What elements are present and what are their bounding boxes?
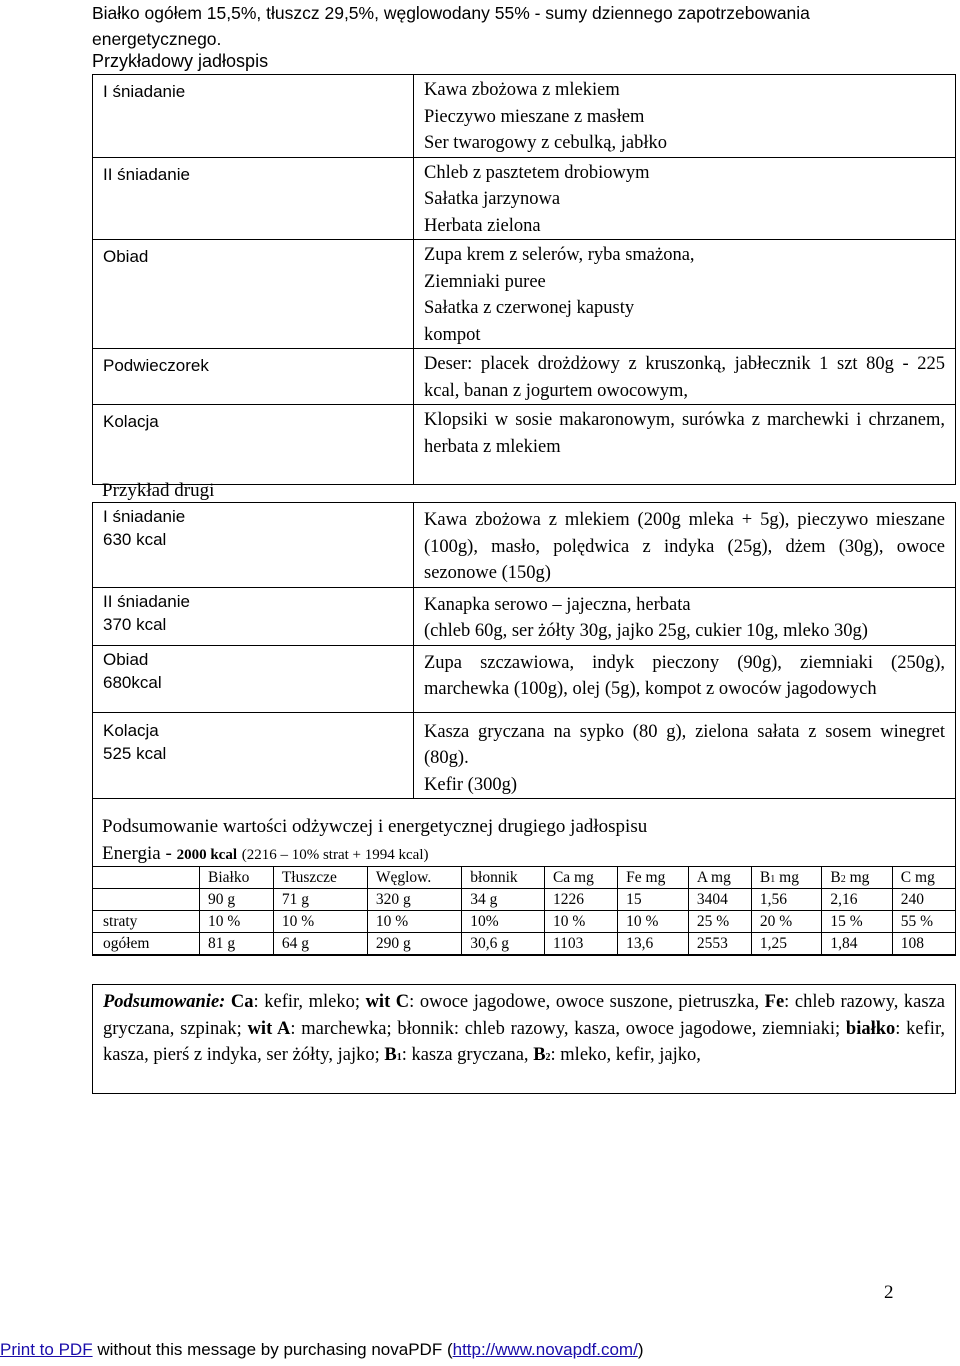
meal-item: Zupa krem z selerów, ryba smażona, [424,245,695,265]
meal-name: Kolacja [103,720,159,740]
table-cell: 15 [618,889,689,911]
meal-items [414,645,956,712]
footer-text: without this message by purchasing novaPDF ( [92,1340,453,1359]
meal-item: Herbata zielona [424,215,541,236]
column-header: B1 mg [751,867,821,889]
vitamin-a-sources: : marchewka; błonnik: chleb razowy, kasza, owoce jagodowe, ziemniaki; [290,1018,846,1039]
vitamin-b1-label: B1 [384,1045,402,1065]
meal-name: Obiad [93,240,414,349]
table-cell: 34 g [462,889,545,911]
vitamin-b2-sources: : mleko, kefir, jajko, [550,1045,701,1065]
calcium-label: Ca [230,992,254,1012]
meal-kcal: 630 kcal [103,530,167,549]
meal-cell [93,503,414,588]
meal-item: Kasza gryczana na sypko (80 g), zielona sałata z sosem winegret (80g). [424,721,945,768]
table-cell: 10 % [544,911,617,933]
table-row [93,405,956,485]
table-cell: 10 % [273,911,367,933]
column-header: Tłuszcze [273,867,367,889]
calcium-sources: : kefir, mleko; [253,992,366,1012]
table-cell: 2,16 [822,889,892,911]
table-cell: 55 % [892,911,955,933]
table-cell: 64 g [273,933,367,955]
table-row [93,645,956,712]
table-cell: 30,6 g [462,933,545,955]
meal-item: Chleb z pasztetem drobiowym [424,162,650,183]
column-header: B2 mg [822,867,892,889]
table-cell: 13,6 [618,933,689,955]
row-label: ogółem [93,933,200,955]
meal-kcal: 370 kcal [103,614,167,634]
meal-items [414,157,956,240]
vitamin-b1-sources: : kasza gryczana, [401,1045,534,1065]
conclusion-box [92,984,956,1094]
meal-items [414,503,956,588]
column-header: Białko [200,867,274,889]
meal-kcal: 525 kcal [103,743,167,763]
table-row [93,75,956,158]
meal-item: Deser: placek drożdżowy z kruszonką, jabłecznik 1 szt 80g - 225 kcal, banan z jogurtem owocowym, [424,354,945,401]
column-header: A mg [688,867,751,889]
iron-label: Fe [764,992,785,1012]
energy-line [102,841,429,868]
table-cell: 1,84 [822,933,892,955]
row-label [93,889,200,911]
table-cell: 10 % [367,911,461,933]
plan1-title: Przykładowy jadłospis [92,51,269,71]
vitamin-c-label: wit C [365,992,410,1012]
meal-cell [93,645,414,712]
meal-item: Ser twarogowy z cebulką, jabłko [424,133,667,153]
table-row [93,587,956,645]
meal-name: I śniadanie [103,507,186,526]
meal-item: Kawa zbożowa z mlekiem [424,80,620,100]
table-row [93,349,956,405]
table-cell: 290 g [367,933,461,955]
meal-item: Kawa zbożowa z mlekiem (200g mleka + 5g), pieczywo mieszane (100g), masło, polędwica z indyka (25g), dżem (30g), owoce sezonowe (150g) [424,510,945,583]
meal-item: Sałatka z czerwonej kapusty [424,298,635,318]
table-cell: 10 % [200,911,274,933]
protein-label: białko [845,1018,896,1039]
table-row [93,240,956,349]
plan2-title: Przykład drugi [102,480,215,501]
intro-paragraph: Białko ogółem 15,5%, tłuszcz 29,5%, węglowodany 55% - sumy dziennego zapotrzebowania energetycznego. [92,3,810,49]
meal-items [414,75,956,158]
row-label: straty [93,911,200,933]
table-cell: 25 % [688,911,751,933]
protein-sources: : kefir, kasza, pierś z indyka, ser żółty, jajko; [103,1018,945,1065]
page-number: 2 [884,1282,894,1303]
table-cell: 71 g [273,889,367,911]
meal-name: I śniadanie [93,75,414,158]
meal-item: Zupa szczawiowa, indyk pieczony (90g), ziemniaki (250g), marchewka (100g), olej (5g), kompot z owoców jagodowych [424,652,945,699]
footer-text-end: ) [637,1340,644,1359]
meal-name: II śniadanie [93,157,414,240]
table-cell: 20 % [751,911,821,933]
table-cell: 320 g [367,889,461,911]
meal-kcal: 680kcal [103,672,162,692]
meal-cell [93,712,414,799]
meal-items [414,349,956,405]
table-cell: 240 [892,889,955,911]
meal-items [414,587,956,645]
vitamin-c-sources: : owoce jagodowe, owoce suszone, pietruszka, [409,992,760,1012]
meal-item: Ziemniaki puree [424,271,546,292]
meal-name: Kolacja [93,405,414,485]
table-cell: 15 % [822,911,892,933]
nutrition-table [92,866,956,955]
table-cell: 1103 [544,933,617,955]
energy-note: (2216 – 10% strat + 1994 kcal) [241,847,429,863]
table-row [93,712,956,799]
table-cell: 10% [462,911,545,933]
meal-name: Obiad [103,649,149,669]
energy-label: Energia - [102,843,177,864]
table-row [93,889,956,911]
table-cell: 81 g [200,933,274,955]
meal-items [414,712,956,799]
meal-name: Podwieczorek [93,349,414,405]
table-cell: 1226 [544,889,617,911]
table-row [93,911,956,933]
table-cell: 108 [892,933,955,955]
meal-item: Klopsiki w sosie makaronowym, surówka z marchewki i chrzanem, herbata z mlekiem [424,410,945,457]
column-header: Ca mg [544,867,617,889]
table-header-row [93,867,956,889]
meal-item: Kanapka serowo – jajeczna, herbata [424,594,691,615]
meal-item: kompot [424,324,481,345]
vitamin-a-label: wit A [247,1018,291,1039]
iron-sources: : chleb razowy, kasza gryczana, szpinak; [103,992,946,1039]
column-header: błonnik [462,867,545,889]
conclusion-heading: Podsumowanie: [103,992,226,1012]
meal-items [414,405,956,485]
table-cell: 2553 [688,933,751,955]
table-row [93,157,956,240]
meal-item: Pieczywo mieszane z masłem [424,106,645,127]
vitamin-b2-label: B2 [533,1045,551,1065]
table-cell: 3404 [688,889,751,911]
table-cell: 1,25 [751,933,821,955]
summary-title: Podsumowanie wartości odżywczej i energetycznej drugiego jadłospisu [102,816,648,837]
print-to-pdf-link[interactable]: Print to PDF [0,1340,93,1359]
table-row [93,503,956,588]
column-header: Fe mg [618,867,689,889]
table-corner-cell [93,867,200,889]
meal-name: II śniadanie [103,591,190,611]
table-cell: 90 g [200,889,274,911]
meal-items [414,240,956,349]
footer-watermark [0,1340,643,1360]
meal-item: (chleb 60g, ser żółty 30g, jajko 25g, cukier 10g, mleko 30g) [424,621,868,641]
meal-plan-2 [92,502,956,799]
meal-cell [93,587,414,645]
meal-item: Kefir (300g) [424,774,517,795]
table-cell: 1,56 [751,889,821,911]
novapdf-link[interactable]: http://www.novapdf.com/ [452,1340,638,1359]
meal-plan-1 [92,74,956,485]
column-header: C mg [892,867,955,889]
meal-item: Sałatka jarzynowa [424,189,561,209]
table-row [93,933,956,955]
energy-value: 2000 kcal [176,847,237,863]
table-cell: 10 % [618,911,689,933]
column-header: Węglow. [367,867,461,889]
